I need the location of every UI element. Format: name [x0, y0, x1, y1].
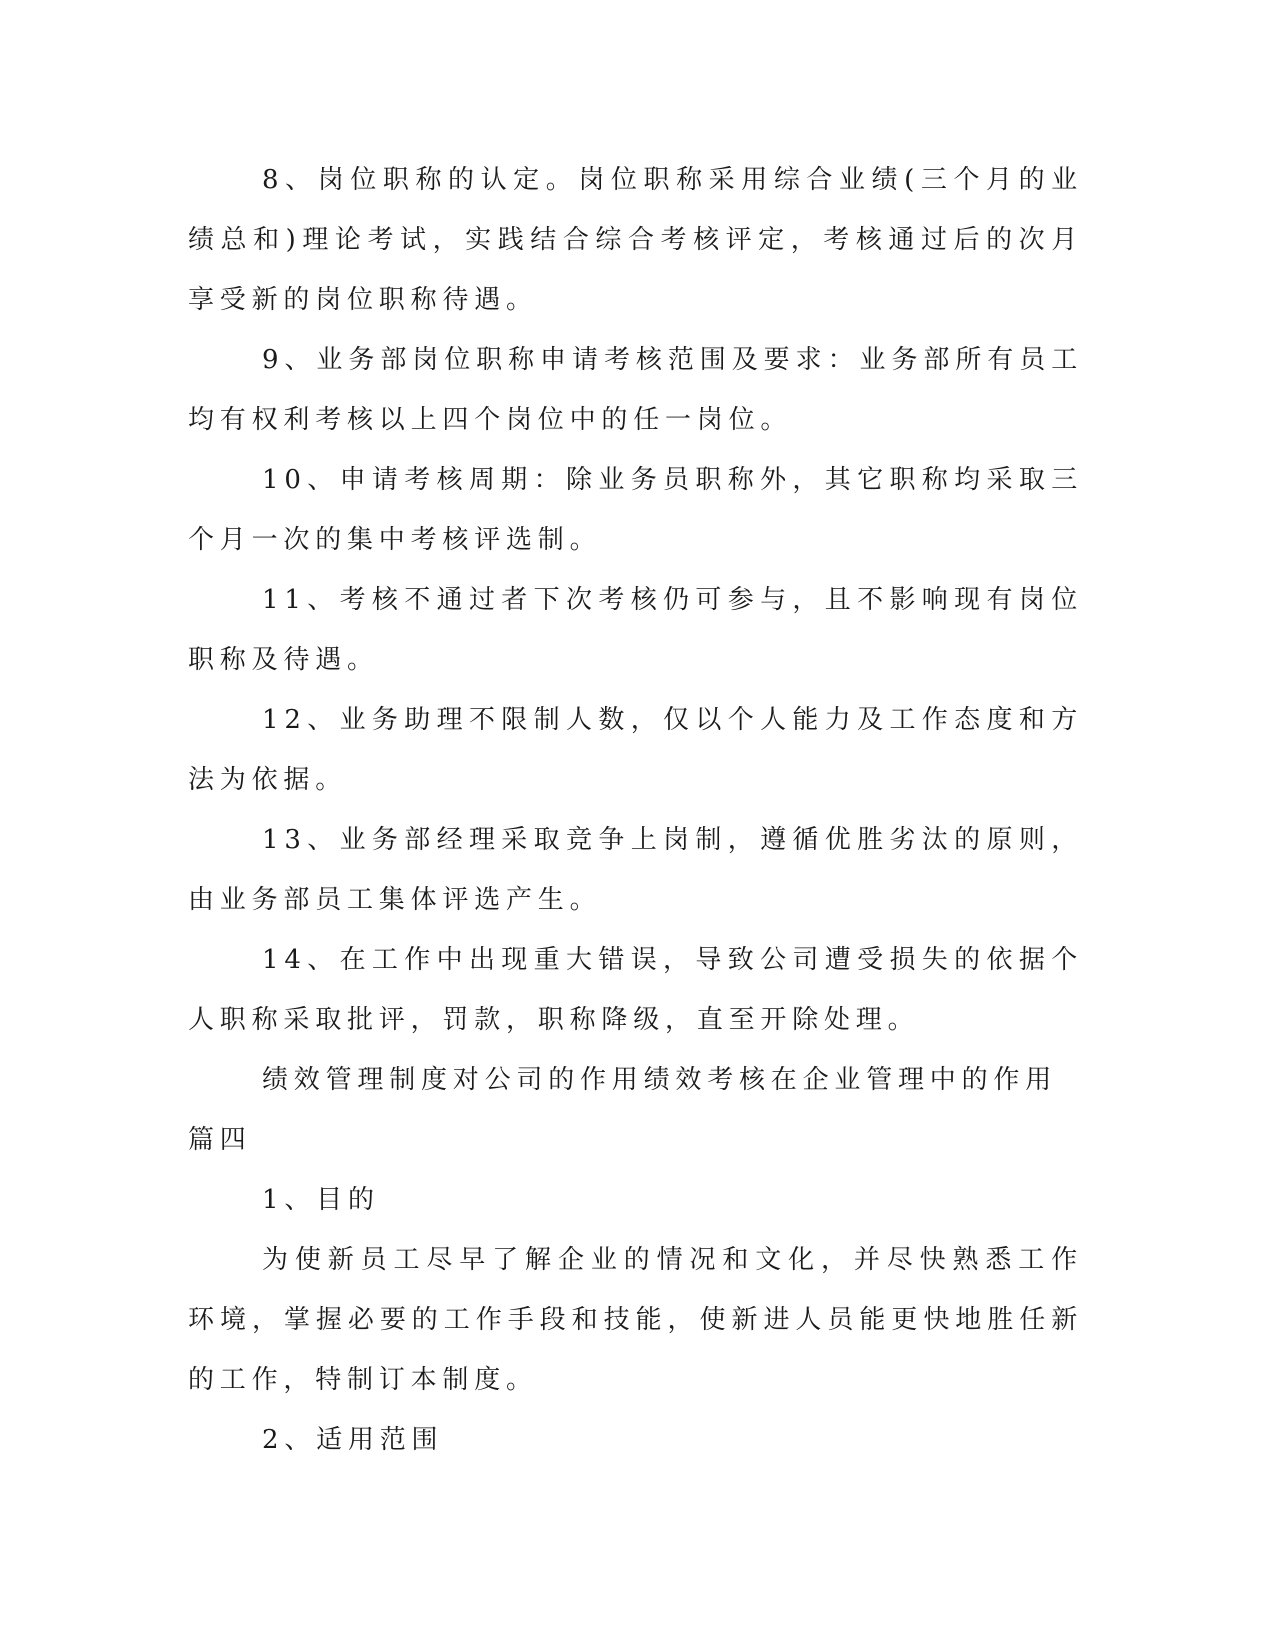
clause-10: 10、申请考核周期：除业务员职称外，其它职称均采取三个月一次的集中考核评选制。	[188, 465, 1083, 555]
section-2-heading: 2、适用范围	[262, 1425, 444, 1455]
clause-12: 12、业务助理不限制人数，仅以个人能力及工作态度和方法为依据。	[188, 705, 1083, 795]
clause-8: 8、岗位职称的认定。岗位职称采用综合业绩(三个月的业绩总和)理论考试，实践结合综合考核评定，考核通过后的次月享受新的岗位职称待遇。	[188, 165, 1083, 315]
document-body	[188, 150, 1083, 1470]
clause-11: 11、考核不通过者下次考核仍可参与，且不影响现有岗位职称及待遇。	[188, 585, 1083, 675]
section-1-heading: 1、目的	[262, 1185, 380, 1215]
clause-14: 14、在工作中出现重大错误，导致公司遭受损失的依据个人职称采取批评，罚款，职称降级，直至开除处理。	[188, 945, 1083, 1035]
clause-9: 9、业务部岗位职称申请考核范围及要求：业务部所有员工均有权利考核以上四个岗位中的任一岗位。	[188, 345, 1083, 435]
clause-13: 13、业务部经理采取竞争上岗制，遵循优胜劣汰的原则，由业务部员工集体评选产生。	[188, 825, 1083, 915]
section-title: 绩效管理制度对公司的作用绩效考核在企业管理中的作用篇四	[188, 1065, 1058, 1155]
section-1-body: 为使新员工尽早了解企业的情况和文化，并尽快熟悉工作环境，掌握必要的工作手段和技能，使新进人员能更快地胜任新的工作，特制订本制度。	[188, 1245, 1083, 1395]
